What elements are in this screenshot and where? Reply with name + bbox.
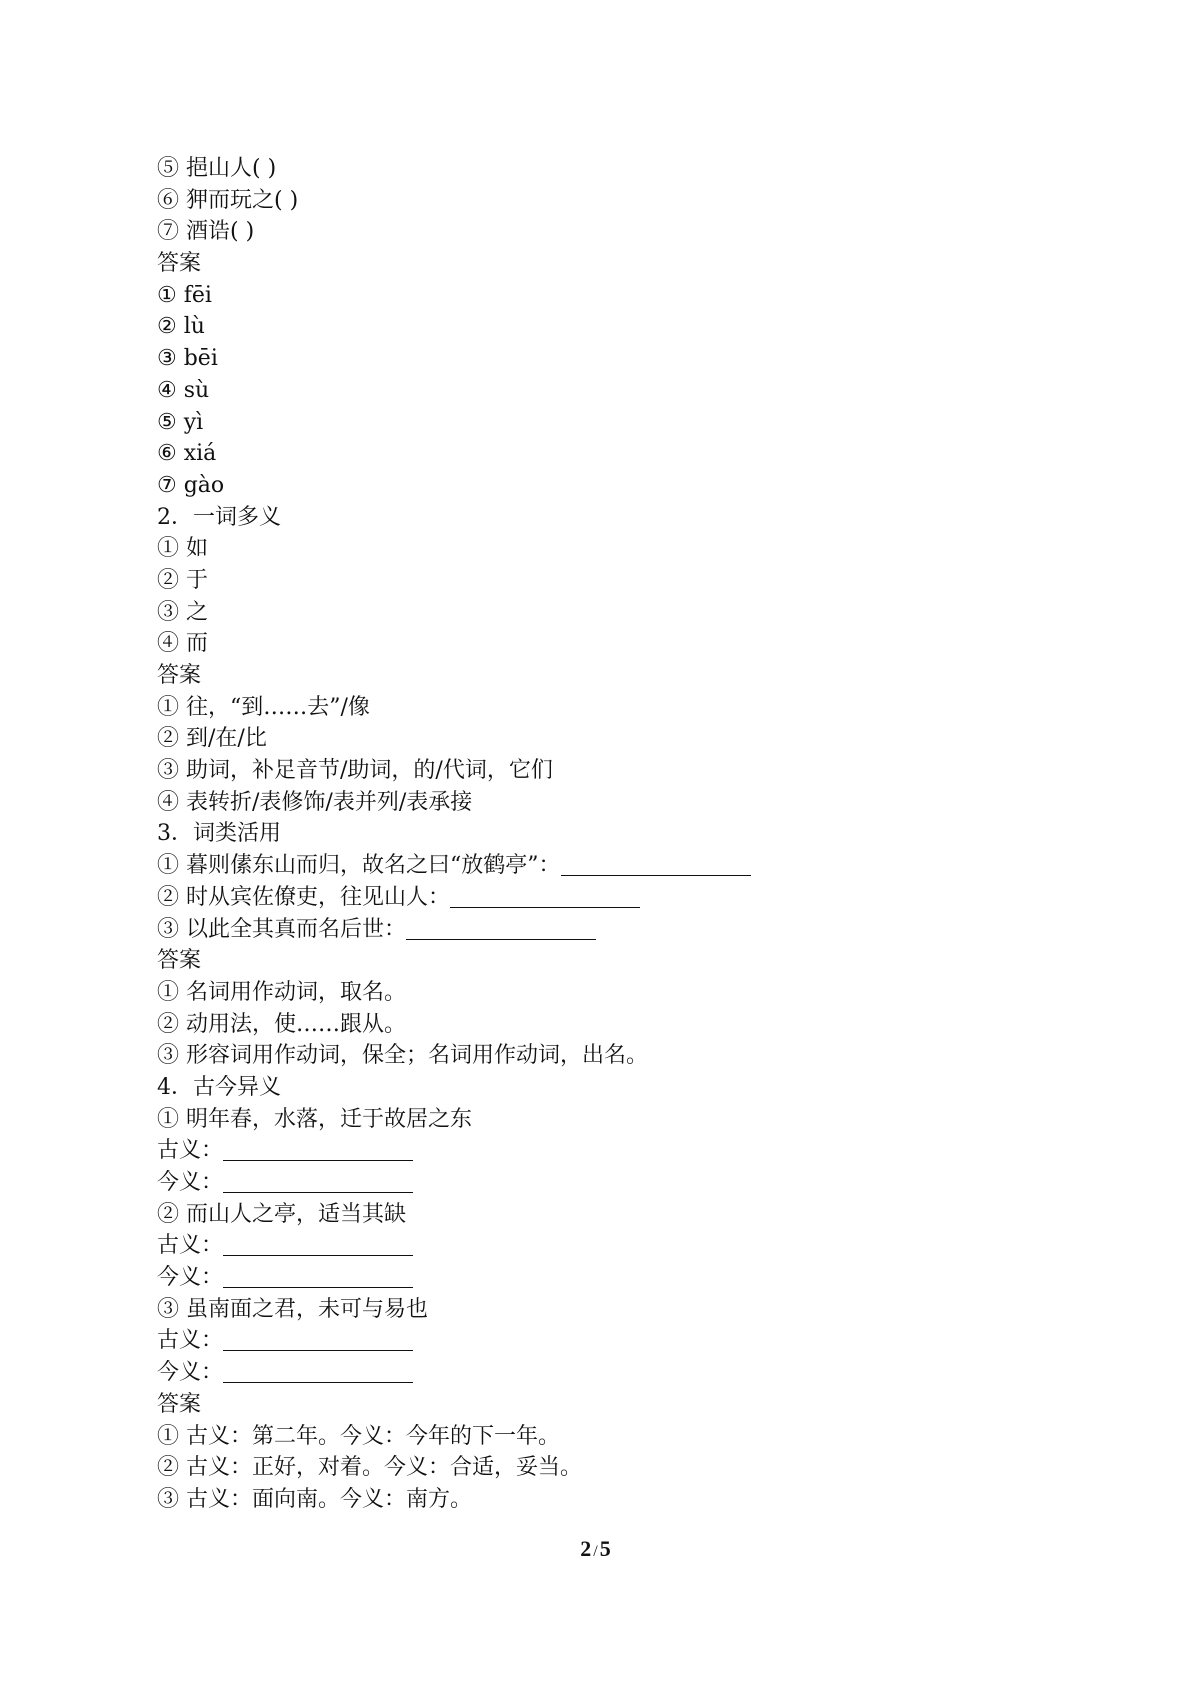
line-text: ⑦ gào — [157, 472, 225, 498]
text-line — [157, 502, 1057, 534]
answer-blank[interactable] — [223, 1265, 413, 1288]
line-text: ① 明年春，水落，迁于故居之东 — [157, 1106, 472, 1132]
line-text: ④ 而 — [157, 631, 208, 657]
answer-blank[interactable] — [223, 1328, 413, 1351]
line-text: 今义： — [157, 1360, 224, 1386]
text-line — [157, 1357, 1057, 1389]
line-text: ② 于 — [157, 567, 208, 593]
total-pages: 5 — [599, 1536, 611, 1561]
text-line — [157, 470, 1057, 502]
text-line — [157, 185, 1057, 217]
line-text: 答案 — [157, 663, 202, 688]
line-text: 古义： — [157, 1233, 224, 1259]
text-line — [157, 1294, 1057, 1326]
line-text: 4．古今异义 — [157, 1074, 281, 1100]
line-text: ① fēi — [157, 282, 212, 308]
text-line — [157, 787, 1057, 819]
text-line — [157, 438, 1057, 470]
line-text: ① 如 — [157, 536, 208, 562]
line-text: 今义： — [157, 1170, 224, 1195]
line-text: ③ 虽南面之君，未可与易也 — [157, 1296, 428, 1322]
text-line — [157, 977, 1057, 1009]
text-line — [157, 914, 1057, 946]
text-line — [157, 248, 1057, 280]
answer-blank[interactable] — [450, 885, 640, 908]
line-text: 答案 — [157, 948, 202, 974]
text-line — [157, 1452, 1057, 1484]
line-text: ① 暮则傃东山而归，故名之曰“放鹤亭”： — [157, 853, 561, 879]
text-line — [157, 1040, 1057, 1072]
text-line — [157, 818, 1057, 850]
line-text: 古义： — [157, 1328, 224, 1354]
text-line — [157, 1199, 1057, 1231]
text-line — [157, 1421, 1057, 1453]
answer-blank[interactable] — [223, 1170, 413, 1193]
line-text: ⑥ xiá — [157, 441, 217, 467]
text-line — [157, 1389, 1057, 1421]
line-text: ④ sù — [157, 377, 210, 403]
line-text: ② 时从宾佐僚吏，往见山人： — [157, 884, 450, 910]
text-line — [157, 1072, 1057, 1104]
text-line — [157, 407, 1057, 439]
text-line — [157, 945, 1057, 977]
answer-blank[interactable] — [223, 1138, 413, 1161]
text-line — [157, 216, 1057, 248]
line-text: ① 往，“到……去”/像 — [157, 694, 370, 720]
line-text: 答案 — [157, 251, 202, 277]
line-text: ③ 以此全其真而名后世： — [157, 916, 406, 942]
line-text: 答案 — [157, 1391, 202, 1417]
line-text: ① 名词用作动词，取名。 — [157, 979, 406, 1005]
line-text: ③ 形容词用作动词，保全；名词用作动词，出名。 — [157, 1043, 648, 1069]
document-body — [157, 153, 1057, 1516]
text-line — [157, 565, 1057, 597]
text-line — [157, 1262, 1057, 1294]
text-line — [157, 343, 1057, 375]
text-line — [157, 1167, 1057, 1199]
answer-blank[interactable] — [223, 1233, 413, 1256]
text-line — [157, 1009, 1057, 1041]
line-text: 古义： — [157, 1138, 224, 1164]
text-line — [157, 628, 1057, 660]
text-line — [157, 533, 1057, 565]
line-text: ⑤ 挹山人( ) — [157, 156, 277, 181]
answer-blank[interactable] — [223, 1360, 413, 1383]
page-number — [0, 1536, 1191, 1562]
line-text: ③ bēi — [157, 346, 218, 372]
answer-blank[interactable] — [561, 853, 751, 876]
text-line — [157, 153, 1057, 185]
line-text: 2．一词多义 — [157, 504, 281, 530]
line-text: ⑤ yì — [157, 409, 204, 435]
line-text: ② 古义：正好，对着。今义：合适，妥当。 — [157, 1455, 582, 1481]
text-line — [157, 1230, 1057, 1262]
line-text: ② 而山人之亭，适当其缺 — [157, 1201, 406, 1227]
text-line — [157, 692, 1057, 724]
text-line — [157, 375, 1057, 407]
current-page: 2 — [580, 1536, 592, 1561]
line-text: ③ 之 — [157, 599, 208, 625]
text-line — [157, 1104, 1057, 1136]
text-line — [157, 1135, 1057, 1167]
line-text: 今义： — [157, 1265, 224, 1291]
text-line — [157, 311, 1057, 343]
text-line — [157, 723, 1057, 755]
page-separator: / — [593, 1543, 598, 1560]
line-text: ① 古义：第二年。今义：今年的下一年。 — [157, 1423, 560, 1449]
text-line — [157, 280, 1057, 312]
line-text: ④ 表转折/表修饰/表并列/表承接 — [157, 789, 473, 815]
line-text: ⑦ 酒诰( ) — [157, 219, 255, 245]
line-text: ② lù — [157, 314, 205, 340]
line-text: 3．词类活用 — [157, 821, 281, 847]
answer-blank[interactable] — [406, 917, 596, 940]
text-line — [157, 1325, 1057, 1357]
text-line — [157, 882, 1057, 914]
line-text: ③ 助词，补足音节/助词，的/代词，它们 — [157, 758, 553, 784]
line-text: ② 到/在/比 — [157, 726, 267, 752]
text-line — [157, 755, 1057, 787]
line-text: ③ 古义：面向南。今义：南方。 — [157, 1486, 472, 1512]
text-line — [157, 597, 1057, 629]
text-line — [157, 850, 1057, 882]
text-line — [157, 1484, 1057, 1516]
text-line — [157, 660, 1057, 692]
line-text: ⑥ 狎而玩之( ) — [157, 187, 299, 213]
line-text: ② 动用法，使……跟从。 — [157, 1011, 406, 1037]
